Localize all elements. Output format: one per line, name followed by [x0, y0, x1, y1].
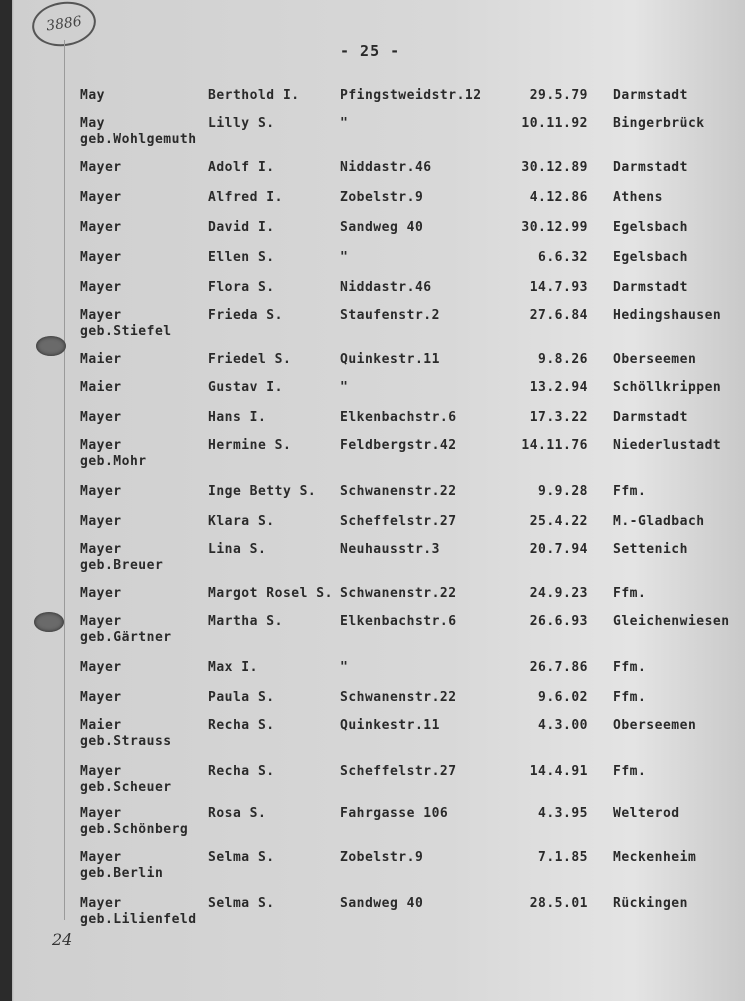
given-name: Selma S.	[208, 896, 275, 911]
margin-line	[64, 40, 65, 920]
surname: Mayer	[80, 438, 122, 453]
surname: Maier	[80, 380, 122, 395]
surname: Mayer	[80, 586, 122, 601]
given-name: Friedel S.	[208, 352, 292, 367]
street-address: Fahrgasse 106	[340, 806, 449, 821]
archive-stamp: 3886	[29, 0, 99, 50]
maiden-name: geb.Strauss	[80, 734, 172, 749]
maiden-name: geb.Wohlgemuth	[80, 132, 197, 147]
birth-place: Oberseemen	[613, 352, 697, 367]
street-address: Zobelstr.9	[340, 190, 424, 205]
given-name: Flora S.	[208, 280, 275, 295]
surname: Mayer	[80, 690, 122, 705]
maiden-name: geb.Mohr	[80, 454, 147, 469]
surname: Mayer	[80, 280, 122, 295]
surname: Mayer	[80, 190, 122, 205]
birth-place: Darmstadt	[613, 88, 688, 103]
given-name: Paula S.	[208, 690, 275, 705]
given-name: Hans I.	[208, 410, 267, 425]
surname: Mayer	[80, 250, 122, 265]
birth-date: 14.4.91	[529, 764, 588, 779]
street-address: Quinkestr.11	[340, 718, 440, 733]
birth-date: 6.6.32	[538, 250, 588, 265]
given-name: Rosa S.	[208, 806, 267, 821]
punch-hole	[34, 612, 64, 632]
surname: Mayer	[80, 896, 122, 911]
binding-edge	[0, 0, 12, 1001]
given-name: Recha S.	[208, 764, 275, 779]
given-name: Lilly S.	[208, 116, 275, 131]
birth-date: 9.9.28	[538, 484, 588, 499]
birth-date: 26.7.86	[529, 660, 588, 675]
street-address: "	[340, 380, 349, 395]
birth-date: 14.7.93	[529, 280, 588, 295]
page-number: - 25 -	[340, 42, 401, 60]
given-name: David I.	[208, 220, 275, 235]
given-name: Ellen S.	[208, 250, 275, 265]
birth-place: Meckenheim	[613, 850, 697, 865]
birth-date: 7.1.85	[538, 850, 588, 865]
street-address: Zobelstr.9	[340, 850, 424, 865]
given-name: Margot Rosel S.	[208, 586, 333, 601]
street-address: Sandweg 40	[340, 220, 424, 235]
surname: May	[80, 88, 105, 103]
given-name: Hermine S.	[208, 438, 292, 453]
birth-place: Schöllkrippen	[613, 380, 722, 395]
birth-place: Hedingshausen	[613, 308, 722, 323]
maiden-name: geb.Berlin	[80, 866, 164, 881]
street-address: Quinkestr.11	[340, 352, 440, 367]
birth-place: Bingerbrück	[613, 116, 705, 131]
given-name: Recha S.	[208, 718, 275, 733]
surname: Mayer	[80, 308, 122, 323]
birth-place: Athens	[613, 190, 663, 205]
birth-place: Egelsbach	[613, 220, 688, 235]
birth-date: 4.3.95	[538, 806, 588, 821]
birth-date: 30.12.99	[521, 220, 588, 235]
birth-date: 25.4.22	[529, 514, 588, 529]
street-address: Pfingstweidstr.12	[340, 88, 482, 103]
birth-date: 9.6.02	[538, 690, 588, 705]
maiden-name: geb.Gärtner	[80, 630, 172, 645]
surname: Mayer	[80, 160, 122, 175]
birth-date: 14.11.76	[521, 438, 588, 453]
birth-place: Darmstadt	[613, 410, 688, 425]
given-name: Alfred I.	[208, 190, 283, 205]
birth-date: 20.7.94	[529, 542, 588, 557]
surname: Mayer	[80, 484, 122, 499]
given-name: Martha S.	[208, 614, 283, 629]
surname: Mayer	[80, 764, 122, 779]
birth-place: Ffm.	[613, 586, 647, 601]
street-address: Niddastr.46	[340, 160, 432, 175]
birth-place: Darmstadt	[613, 160, 688, 175]
given-name: Selma S.	[208, 850, 275, 865]
birth-place: Oberseemen	[613, 718, 697, 733]
street-address: "	[340, 660, 349, 675]
surname: Maier	[80, 718, 122, 733]
maiden-name: geb.Stiefel	[80, 324, 172, 339]
birth-date: 29.5.79	[529, 88, 588, 103]
street-address: Neuhausstr.3	[340, 542, 440, 557]
street-address: Scheffelstr.27	[340, 514, 457, 529]
surname: Maier	[80, 352, 122, 367]
birth-date: 9.8.26	[538, 352, 588, 367]
birth-place: Ffm.	[613, 690, 647, 705]
birth-place: Rückingen	[613, 896, 688, 911]
maiden-name: geb.Scheuer	[80, 780, 172, 795]
maiden-name: geb.Lilienfeld	[80, 912, 197, 927]
surname: Mayer	[80, 542, 122, 557]
given-name: Frieda S.	[208, 308, 283, 323]
birth-date: 17.3.22	[529, 410, 588, 425]
birth-place: Darmstadt	[613, 280, 688, 295]
birth-place: Egelsbach	[613, 250, 688, 265]
street-address: Staufenstr.2	[340, 308, 440, 323]
birth-date: 28.5.01	[529, 896, 588, 911]
surname: Mayer	[80, 514, 122, 529]
birth-date: 4.3.00	[538, 718, 588, 733]
punch-hole	[36, 336, 66, 356]
given-name: Inge Betty S.	[208, 484, 317, 499]
birth-date: 10.11.92	[521, 116, 588, 131]
birth-place: Ffm.	[613, 764, 647, 779]
given-name: Max I.	[208, 660, 258, 675]
street-address: Schwanenstr.22	[340, 690, 457, 705]
birth-date: 24.9.23	[529, 586, 588, 601]
birth-date: 27.6.84	[529, 308, 588, 323]
street-address: Niddastr.46	[340, 280, 432, 295]
given-name: Gustav I.	[208, 380, 283, 395]
maiden-name: geb.Breuer	[80, 558, 164, 573]
birth-place: Ffm.	[613, 660, 647, 675]
surname: Mayer	[80, 220, 122, 235]
given-name: Adolf I.	[208, 160, 275, 175]
street-address: "	[340, 116, 349, 131]
birth-place: Welterod	[613, 806, 680, 821]
given-name: Klara S.	[208, 514, 275, 529]
surname: Mayer	[80, 410, 122, 425]
surname: Mayer	[80, 614, 122, 629]
street-address: Elkenbachstr.6	[340, 410, 457, 425]
street-address: Scheffelstr.27	[340, 764, 457, 779]
street-address: Elkenbachstr.6	[340, 614, 457, 629]
street-address: Sandweg 40	[340, 896, 424, 911]
birth-place: Niederlustadt	[613, 438, 722, 453]
given-name: Lina S.	[208, 542, 267, 557]
surname: Mayer	[80, 850, 122, 865]
birth-date: 4.12.86	[529, 190, 588, 205]
given-name: Berthold I.	[208, 88, 300, 103]
birth-place: M.-Gladbach	[613, 514, 705, 529]
street-address: Schwanenstr.22	[340, 586, 457, 601]
birth-place: Ffm.	[613, 484, 647, 499]
handwritten-note: 24	[52, 930, 73, 949]
birth-place: Gleichenwiesen	[613, 614, 730, 629]
surname: May	[80, 116, 105, 131]
birth-date: 26.6.93	[529, 614, 588, 629]
street-address: Schwanenstr.22	[340, 484, 457, 499]
street-address: Feldbergstr.42	[340, 438, 457, 453]
surname: Mayer	[80, 660, 122, 675]
street-address: "	[340, 250, 349, 265]
birth-date: 30.12.89	[521, 160, 588, 175]
birth-date: 13.2.94	[529, 380, 588, 395]
surname: Mayer	[80, 806, 122, 821]
birth-place: Settenich	[613, 542, 688, 557]
maiden-name: geb.Schönberg	[80, 822, 189, 837]
